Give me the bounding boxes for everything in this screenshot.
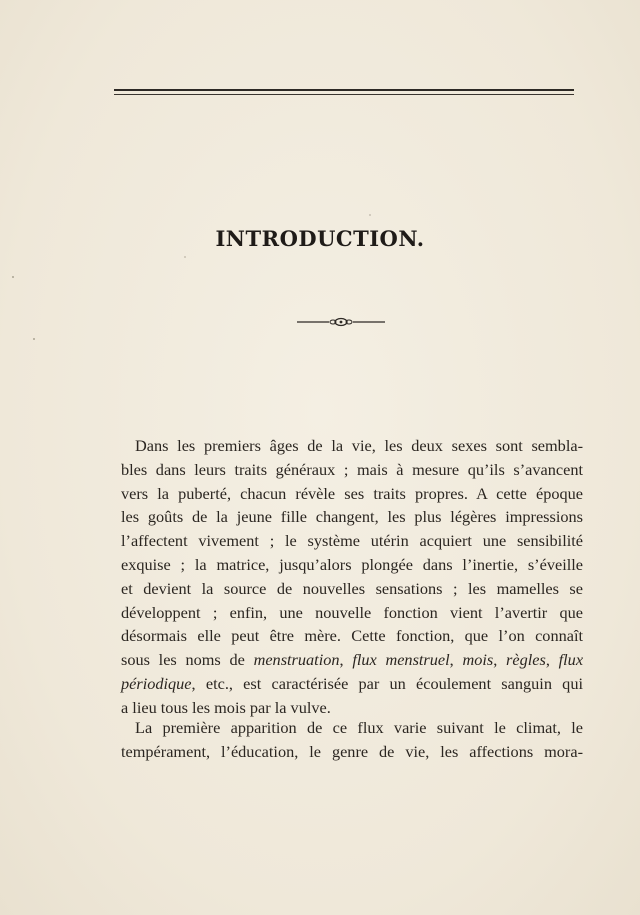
text-segment: sous les noms de [121,650,254,670]
text-line: développent ; enfin, une nouvelle fonction vient l’avertir que [121,602,583,622]
text-segment: , [493,650,507,670]
chapter-title: INTRODUCTION. [215,226,425,251]
header-rule [114,89,574,91]
italic-term: mois [462,650,494,670]
italic-term: périodique [121,673,192,693]
paragraph-2 [121,716,583,764]
ornament-divider [295,316,387,328]
paper-speck [12,276,14,278]
italic-term: règles [506,650,546,670]
header-rule-thin [114,94,574,95]
text-line: et devient la source de nouvelles sensations ; les mamelles se [121,578,583,598]
paper-speck [184,256,186,258]
text-segment: , [339,650,353,670]
text-line: vers la puberté, chacun révèle ses traits propres. A cette époque [121,483,583,503]
italic-term: menstruation [253,650,340,670]
text-segment: , etc., est caractérisée par un écoulement sanguin qui [191,673,583,693]
paragraph-1 [121,434,583,720]
text-line: La première apparition de ce flux varie suivant le climat, le [135,718,583,737]
paper-speck [33,338,35,340]
text-segment: , [545,650,559,670]
text-line: l’affectent vivement ; le système utérin acquiert une sensibilité [121,531,583,551]
paper-speck [369,214,371,216]
text-line: tempérament, l’éducation, le genre de vie, les affections mora- [121,741,583,761]
text-line-terms [121,648,583,672]
text-segment: , [449,650,463,670]
text-line: Dans les premiers âges de la vie, les deux sexes sont sembla- [135,436,583,455]
italic-term: flux [558,650,584,670]
text-line: bles dans leurs traits généraux ; mais à mesure qu’ils s’avancent [121,459,583,479]
text-line-terms [121,672,583,696]
italic-term: flux menstruel [352,650,450,670]
text-line: exquise ; la matrice, jusqu’alors plongée dans l’inertie, s’éveille [121,554,583,574]
text-line: désormais elle peut être mère. Cette fonction, que l’on connaît [121,626,583,646]
text-line: a lieu tous les mois par la vulve. [121,697,331,717]
text-line: les goûts de la jeune fille changent, les plus légères impressions [121,507,583,527]
